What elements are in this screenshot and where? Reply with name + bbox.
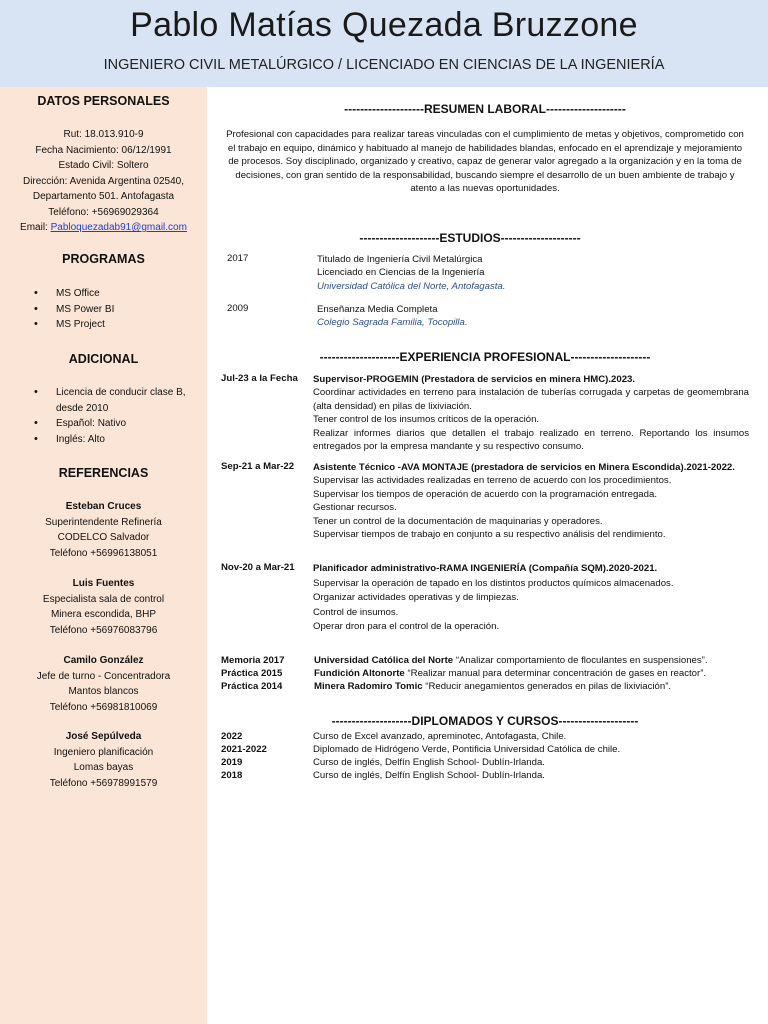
reference-company: Minera escondida, BHP (50, 609, 157, 620)
course-text: Curso de inglés, Delfín English School- Dublín-Irlanda. (313, 757, 545, 768)
personal-data (0, 127, 207, 236)
personal-data-heading: DATOS PERSONALES (37, 94, 170, 108)
job-task: Coordinar actividades en terreno para instalación de tuberías corrugada y carpetas de geomembrana (alta densidad) en pilas de lixiviación. (313, 387, 749, 412)
study-institution: Universidad Católica del Norte, Antofagasta. (317, 280, 506, 292)
practice-org: Fundición Altonorte (314, 668, 405, 679)
references-heading: REFERENCIAS (58, 466, 149, 480)
job-task: Control de insumos. (313, 606, 399, 618)
studies-heading: --------------------ESTUDIOS-------------------- (359, 231, 581, 245)
job-task: Supervisar la operación de tapado en los distintos productos químicos almacenados. (313, 577, 674, 589)
reference-phone: Teléfono +56978991579 (49, 777, 158, 789)
additional-heading: ADICIONAL (68, 352, 139, 366)
reference-role: Ingeniero planificación (53, 746, 154, 758)
job-task: Tener control de los insumos críticos de la operación. (313, 414, 540, 426)
job-task: Supervisar las actividades realizadas en terreno de acuerdo con los procedimientos. (313, 475, 672, 487)
reference-company: CODELCO Salvador (57, 532, 150, 543)
personal-address-line1: Dirección: Avenida Argentina 02540, (22, 175, 185, 187)
practice-desc: “Realizar manual para determinar concentración de gases en reactor”. (404, 668, 707, 679)
study-institution: Colegio Sagrada Familia, Tocopilla. (317, 317, 468, 329)
reference-4 (0, 729, 207, 791)
study-entry (317, 253, 737, 293)
reference-name: Camilo González (63, 655, 144, 666)
job-entry (313, 373, 749, 453)
additional-item: • Licencia de conducir clase B, desde 2010 (34, 385, 204, 416)
reference-phone: Teléfono +56996138051 (49, 547, 158, 559)
study-entry (317, 303, 737, 330)
experience-heading: --------------------EXPERIENCIA PROFESIONAL-------------------- (319, 350, 651, 364)
course-text: Diplomado de Hidrógeno Verde, Pontificia Universidad Católica de chile. (313, 744, 621, 755)
practice-entry (314, 667, 754, 680)
header-banner (0, 0, 768, 87)
personal-phone: Teléfono: +56969029364 (48, 206, 159, 218)
job-title: Asistente Técnico -AVA MONTAJE (prestadora de servicios en Minera Escondida).2021-2022. (313, 462, 735, 473)
reference-role: Superintendente Refinería (45, 516, 162, 528)
additional-item: • Español: Nativo (34, 416, 204, 432)
practice-entry (314, 680, 754, 693)
study-degree: Licenciado en Ciencias de la Ingeniería (317, 267, 485, 279)
programs-heading: PROGRAMAS (62, 252, 145, 266)
candidate-title: INGENIERO CIVIL METALÚRGICO / LICENCIADO EN CIENCIAS DE LA INGENIERÍA (103, 57, 665, 73)
reference-name: José Sepúlveda (65, 731, 142, 742)
programs-list (34, 286, 204, 333)
reference-company: Mantos blancos (68, 686, 139, 697)
summary-text: Profesional con capacidades para realizar tareas vinculadas con el cumplimiento de metas y objetivos, comprometido con el trabajo en equipo, dinámico y habituado al manejo de habilidades blandas, enfocado en el aprendizaje y mejoramiento de procesos. Soy disciplinado, organizado y creativo, capaz de generar valor agregado a la organización y en la toma de decisiones, con gran sentido de la responsabilidad, buscando siempre el desarrollo de un buen ambiente de trabajo y atento a las nuevas oportunidades. (226, 129, 744, 195)
job-task: Supervisar los tiempos de operación de acuerdo con la programación entregada. (313, 488, 657, 500)
practice-entry (314, 654, 754, 667)
summary-heading: --------------------RESUMEN LABORAL-------------------- (344, 102, 626, 116)
study-year: 2017 (227, 253, 249, 264)
email-link[interactable]: Pabloquezadab91@gmail.com (50, 222, 187, 233)
job-date: Jul-23 a la Fecha (221, 373, 298, 384)
reference-company: Lomas bayas (73, 762, 134, 773)
candidate-name: Pablo Matías Quezada Bruzzone (130, 6, 638, 44)
program-item: • MS Office (34, 286, 204, 302)
reference-role: Jefe de turno - Concentradora (36, 670, 171, 682)
personal-email (0, 220, 207, 236)
practice-label: Memoria 2017 (221, 655, 285, 666)
program-item: • MS Power BI (34, 302, 204, 318)
personal-birthdate: Fecha Nacimiento: 06/12/1991 (35, 144, 172, 156)
job-date: Sep-21 a Mar-22 (221, 461, 295, 472)
additional-list (34, 385, 204, 447)
reference-2 (0, 576, 207, 638)
course-year: 2022 (221, 731, 243, 742)
job-task: Operar dron para el control de la operación. (313, 621, 500, 633)
study-degree: Enseñanza Media Completa (317, 304, 438, 315)
job-task: Realizar informes diarios que detallen el trabajo realizado en terreno. Reportando los insumos entregados por la empresa mandante y su respectivo consumo. (313, 427, 749, 453)
practice-label: Práctica 2014 (221, 681, 283, 692)
practice-desc: “Analizar comportamiento de floculantes en suspensiones”. (453, 655, 708, 666)
job-task: Tener un control de la documentación de maquinarias y operadores. (313, 515, 603, 527)
practice-desc: “Reducir anegamientos generados en pilas de lixiviación”. (422, 681, 672, 692)
job-title: Supervisor-PROGEMIN (Prestadora de servicios en minera HMC).2023. (313, 374, 636, 385)
personal-address-line2: Departamento 501. Antofagasta (32, 191, 175, 202)
job-entry (313, 461, 749, 541)
personal-civil-status: Estado Civil: Soltero (58, 160, 149, 171)
course-year: 2019 (221, 757, 243, 768)
reference-name: Esteban Cruces (65, 501, 142, 512)
job-task: Organizar actividades operativas y de limpiezas. (313, 592, 519, 604)
program-item: • MS Project (34, 317, 204, 333)
practice-org: Minera Radomiro Tomic (314, 681, 423, 692)
email-label: Email: (20, 222, 51, 233)
job-task: Gestionar recursos. (313, 502, 397, 514)
reference-phone: Teléfono +56981810069 (49, 701, 158, 713)
personal-rut: Rut: 18.013.910-9 (63, 129, 144, 140)
course-year: 2018 (221, 770, 243, 781)
practice-label: Práctica 2015 (221, 668, 283, 679)
additional-item: • Inglés: Alto (34, 432, 204, 448)
study-year: 2009 (227, 303, 249, 314)
course-year: 2021-2022 (221, 744, 267, 755)
course-text: Curso de inglés, Delfín English School- Dublín-Irlanda. (313, 770, 545, 781)
reference-3 (0, 653, 207, 715)
job-title: Planificador administrativo-RAMA INGENIERÍA (Compañía SQM).2020-2021. (313, 563, 658, 574)
practice-org: Universidad Católica del Norte (314, 655, 454, 666)
job-entry (313, 562, 749, 635)
reference-phone: Teléfono +56976083796 (49, 624, 158, 636)
study-degree: Titulado de Ingeniería Civil Metalúrgica (317, 254, 483, 265)
course-text: Curso de Excel avanzado, apreminotec, Antofagasta, Chile. (313, 731, 567, 742)
job-task: Supervisar tiempos de trabajo en conjunto a su respectivo análisis del rendimiento. (313, 529, 666, 541)
courses-heading: --------------------DIPLOMADOS Y CURSOS-------------------- (331, 714, 639, 728)
reference-1 (0, 499, 207, 561)
reference-role: Especialista sala de control (42, 593, 165, 605)
reference-name: Luis Fuentes (72, 578, 135, 589)
job-date: Nov-20 a Mar-21 (221, 562, 295, 573)
